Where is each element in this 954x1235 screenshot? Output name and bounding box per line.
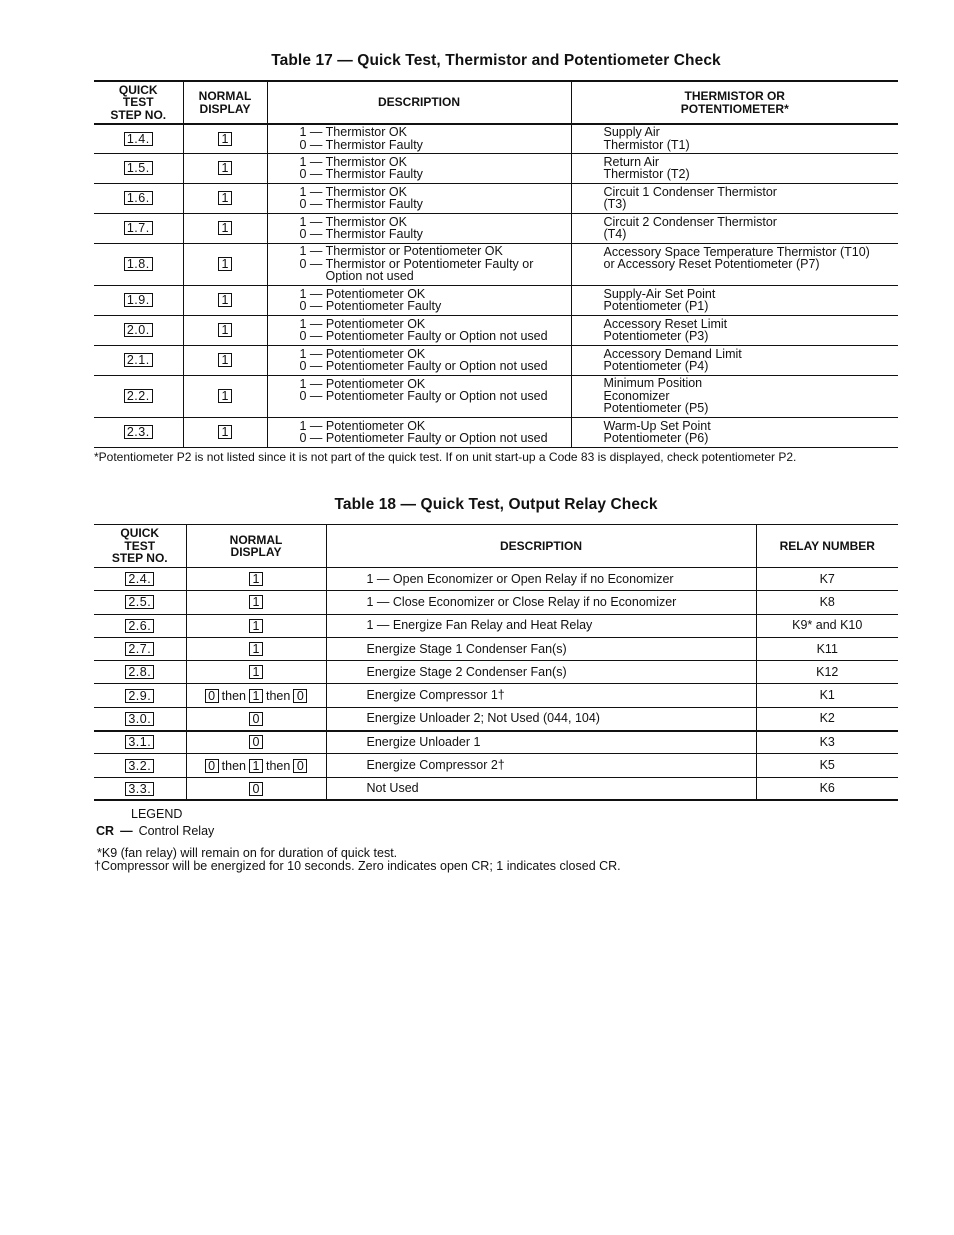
- table-row: [94, 417, 898, 447]
- thermistor-cell: Accessory Space Temperature Thermistor (T10) or Accessory Reset Potentiometer (P7): [571, 243, 898, 285]
- description-cell: 1 — Energize Fan Relay and Heat Relay: [326, 614, 756, 637]
- table-18-footnote-k9: *K9 (fan relay) will remain on for duration of quick test.: [97, 846, 398, 860]
- step-number: 2.0.: [124, 323, 153, 337]
- description-cell: 1 — Potentiometer OK 0 — Potentiometer Faulty or Option not used: [267, 315, 571, 345]
- thermistor-cell: Accessory Demand Limit Potentiometer (P4): [571, 345, 898, 375]
- relay-number-cell: K11: [756, 637, 898, 660]
- display-value: 1: [218, 389, 232, 403]
- description-cell: Energize Unloader 1: [326, 731, 756, 754]
- table-row: [94, 243, 898, 285]
- description-cell: 1 — Open Economizer or Open Relay if no Economizer: [326, 568, 756, 591]
- step-number: 2.4.: [125, 572, 154, 586]
- table-18-footnote-compressor: †Compressor will be energized for 10 seconds. Zero indicates open CR; 1 indicates closed CR.: [94, 859, 621, 873]
- step-number: 3.3.: [125, 782, 154, 796]
- step-number: 2.6.: [125, 619, 154, 633]
- description-cell: Energize Compressor 2†: [326, 754, 756, 777]
- display-value: 1: [249, 665, 263, 679]
- thermistor-cell: Circuit 1 Condenser Thermistor (T3): [571, 183, 898, 213]
- step-number: 1.7.: [124, 221, 153, 235]
- description-cell: Energize Compressor 1†: [326, 684, 756, 707]
- then-word: then: [266, 758, 291, 773]
- step-number: 1.6.: [124, 191, 153, 205]
- description-cell: 1 — Potentiometer OK 0 — Potentiometer Faulty or Option not used: [267, 375, 571, 417]
- relay-number-cell: K12: [756, 661, 898, 684]
- description-cell: 1 — Potentiometer OK 0 — Potentiometer Faulty or Option not used: [267, 417, 571, 447]
- relay-number-cell: K8: [756, 591, 898, 614]
- step-number: 1.8.: [124, 257, 153, 271]
- header-quick-test-step: QUICK TEST STEP NO.: [94, 81, 183, 124]
- display-sequence: [186, 754, 326, 777]
- thermistor-cell: Supply-Air Set Point Potentiometer (P1): [571, 285, 898, 315]
- display-value: 0: [249, 782, 263, 796]
- table-row: [94, 124, 898, 153]
- table-row: [94, 375, 898, 417]
- display-value: 0: [205, 689, 219, 703]
- legend-entry: [96, 824, 214, 838]
- display-value: 1: [249, 595, 263, 609]
- description-cell: 1 — Thermistor OK 0 — Thermistor Faulty: [267, 124, 571, 153]
- table-17: [94, 80, 898, 448]
- display-value: 1: [218, 221, 232, 235]
- table-17-footnote: *Potentiometer P2 is not listed since it is not part of the quick test. If on unit start-up a Code 83 is displayed, check potentiometer P2.: [94, 450, 797, 464]
- thermistor-cell: Return Air Thermistor (T2): [571, 153, 898, 183]
- relay-number-cell: K1: [756, 684, 898, 707]
- table-row: [94, 637, 898, 660]
- table-17-title: Table 17 — Quick Test, Thermistor and Potentiometer Check: [271, 52, 721, 69]
- table-18-title: Table 18 — Quick Test, Output Relay Check: [334, 496, 658, 513]
- header-description: DESCRIPTION: [326, 525, 756, 568]
- step-number: 2.9.: [125, 689, 154, 703]
- display-value: 1: [218, 161, 232, 175]
- table-row: [94, 285, 898, 315]
- table-row: [94, 777, 898, 800]
- relay-number-cell: K2: [756, 707, 898, 730]
- display-value: 1: [218, 257, 232, 271]
- description-cell: 1 — Thermistor OK 0 — Thermistor Faulty: [267, 183, 571, 213]
- table-row: [94, 183, 898, 213]
- display-value: 1: [218, 353, 232, 367]
- legend-title: LEGEND: [131, 807, 183, 821]
- display-value: 1: [249, 619, 263, 633]
- table-row: [94, 754, 898, 777]
- thermistor-cell: Accessory Reset Limit Potentiometer (P3): [571, 315, 898, 345]
- relay-number-cell: K7: [756, 568, 898, 591]
- description-cell: 1 — Potentiometer OK 0 — Potentiometer Faulty: [267, 285, 571, 315]
- display-value: 1: [249, 642, 263, 656]
- step-number: 2.5.: [125, 595, 154, 609]
- table-row: [94, 661, 898, 684]
- legend-meaning: Control Relay: [138, 824, 215, 838]
- table-row: [94, 153, 898, 183]
- thermistor-cell: Warm-Up Set Point Potentiometer (P6): [571, 417, 898, 447]
- table-17-header-row: [94, 81, 898, 124]
- description-cell: Energize Stage 1 Condenser Fan(s): [326, 637, 756, 660]
- header-normal-display: NORMAL DISPLAY: [183, 81, 267, 124]
- relay-number-cell: K6: [756, 777, 898, 800]
- then-word: then: [266, 688, 291, 703]
- step-number: 1.9.: [124, 293, 153, 307]
- header-relay-number: RELAY NUMBER: [756, 525, 898, 568]
- table-row: [94, 591, 898, 614]
- header-quick-test-step: QUICK TEST STEP NO.: [94, 525, 186, 568]
- display-value: 0: [293, 759, 307, 773]
- table-row: [94, 614, 898, 637]
- step-number: 2.7.: [125, 642, 154, 656]
- display-value: 0: [249, 735, 263, 749]
- thermistor-cell: Supply Air Thermistor (T1): [571, 124, 898, 153]
- description-cell: 1 — Potentiometer OK 0 — Potentiometer Faulty or Option not used: [267, 345, 571, 375]
- description-cell: Energize Stage 2 Condenser Fan(s): [326, 661, 756, 684]
- legend-dash: —: [120, 824, 133, 838]
- relay-number-cell: K3: [756, 731, 898, 754]
- then-word: then: [221, 688, 246, 703]
- relay-number-cell: K9* and K10: [756, 614, 898, 637]
- display-value: 1: [218, 323, 232, 337]
- description-cell: 1 — Thermistor OK 0 — Thermistor Faulty: [267, 213, 571, 243]
- thermistor-cell: Circuit 2 Condenser Thermistor (T4): [571, 213, 898, 243]
- description-cell: 1 — Thermistor OK 0 — Thermistor Faulty: [267, 153, 571, 183]
- table-row: [94, 213, 898, 243]
- legend-abbreviation: CR: [96, 824, 115, 838]
- header-thermistor-potentiometer: THERMISTOR OR POTENTIOMETER*: [571, 81, 898, 124]
- step-number: 2.3.: [124, 425, 153, 439]
- display-value: 0: [293, 689, 307, 703]
- thermistor-cell: Minimum Position Economizer Potentiometer (P5): [571, 375, 898, 417]
- description-cell: 1 — Thermistor or Potentiometer OK 0 — Thermistor or Potentiometer Faulty or Option not used: [267, 243, 571, 285]
- step-number: 2.2.: [124, 389, 153, 403]
- display-value: 1: [249, 572, 263, 586]
- step-number: 1.4.: [124, 132, 153, 146]
- display-value: 1: [218, 191, 232, 205]
- display-sequence: [186, 684, 326, 707]
- step-number: 1.5.: [124, 161, 153, 175]
- table-row: [94, 707, 898, 730]
- table-row: [94, 731, 898, 754]
- display-value: 1: [249, 689, 263, 703]
- step-number: 3.0.: [125, 712, 154, 726]
- display-value: 0: [205, 759, 219, 773]
- header-description: DESCRIPTION: [267, 81, 571, 124]
- display-value: 0: [249, 712, 263, 726]
- table-row: [94, 568, 898, 591]
- display-value: 1: [218, 132, 232, 146]
- description-cell: Not Used: [326, 777, 756, 800]
- step-number: 2.8.: [125, 665, 154, 679]
- table-18: [94, 524, 898, 801]
- header-normal-display: NORMAL DISPLAY: [186, 525, 326, 568]
- table-row: [94, 684, 898, 707]
- table-row: [94, 345, 898, 375]
- table-row: [94, 315, 898, 345]
- step-number: 3.1.: [125, 735, 154, 749]
- then-word: then: [221, 758, 246, 773]
- step-number: 2.1.: [124, 353, 153, 367]
- display-value: 1: [218, 293, 232, 307]
- description-cell: Energize Unloader 2; Not Used (044, 104): [326, 707, 756, 730]
- relay-number-cell: K5: [756, 754, 898, 777]
- step-number: 3.2.: [125, 759, 154, 773]
- description-cell: 1 — Close Economizer or Close Relay if no Economizer: [326, 591, 756, 614]
- table-18-header-row: [94, 525, 898, 568]
- display-value: 1: [249, 759, 263, 773]
- display-value: 1: [218, 425, 232, 439]
